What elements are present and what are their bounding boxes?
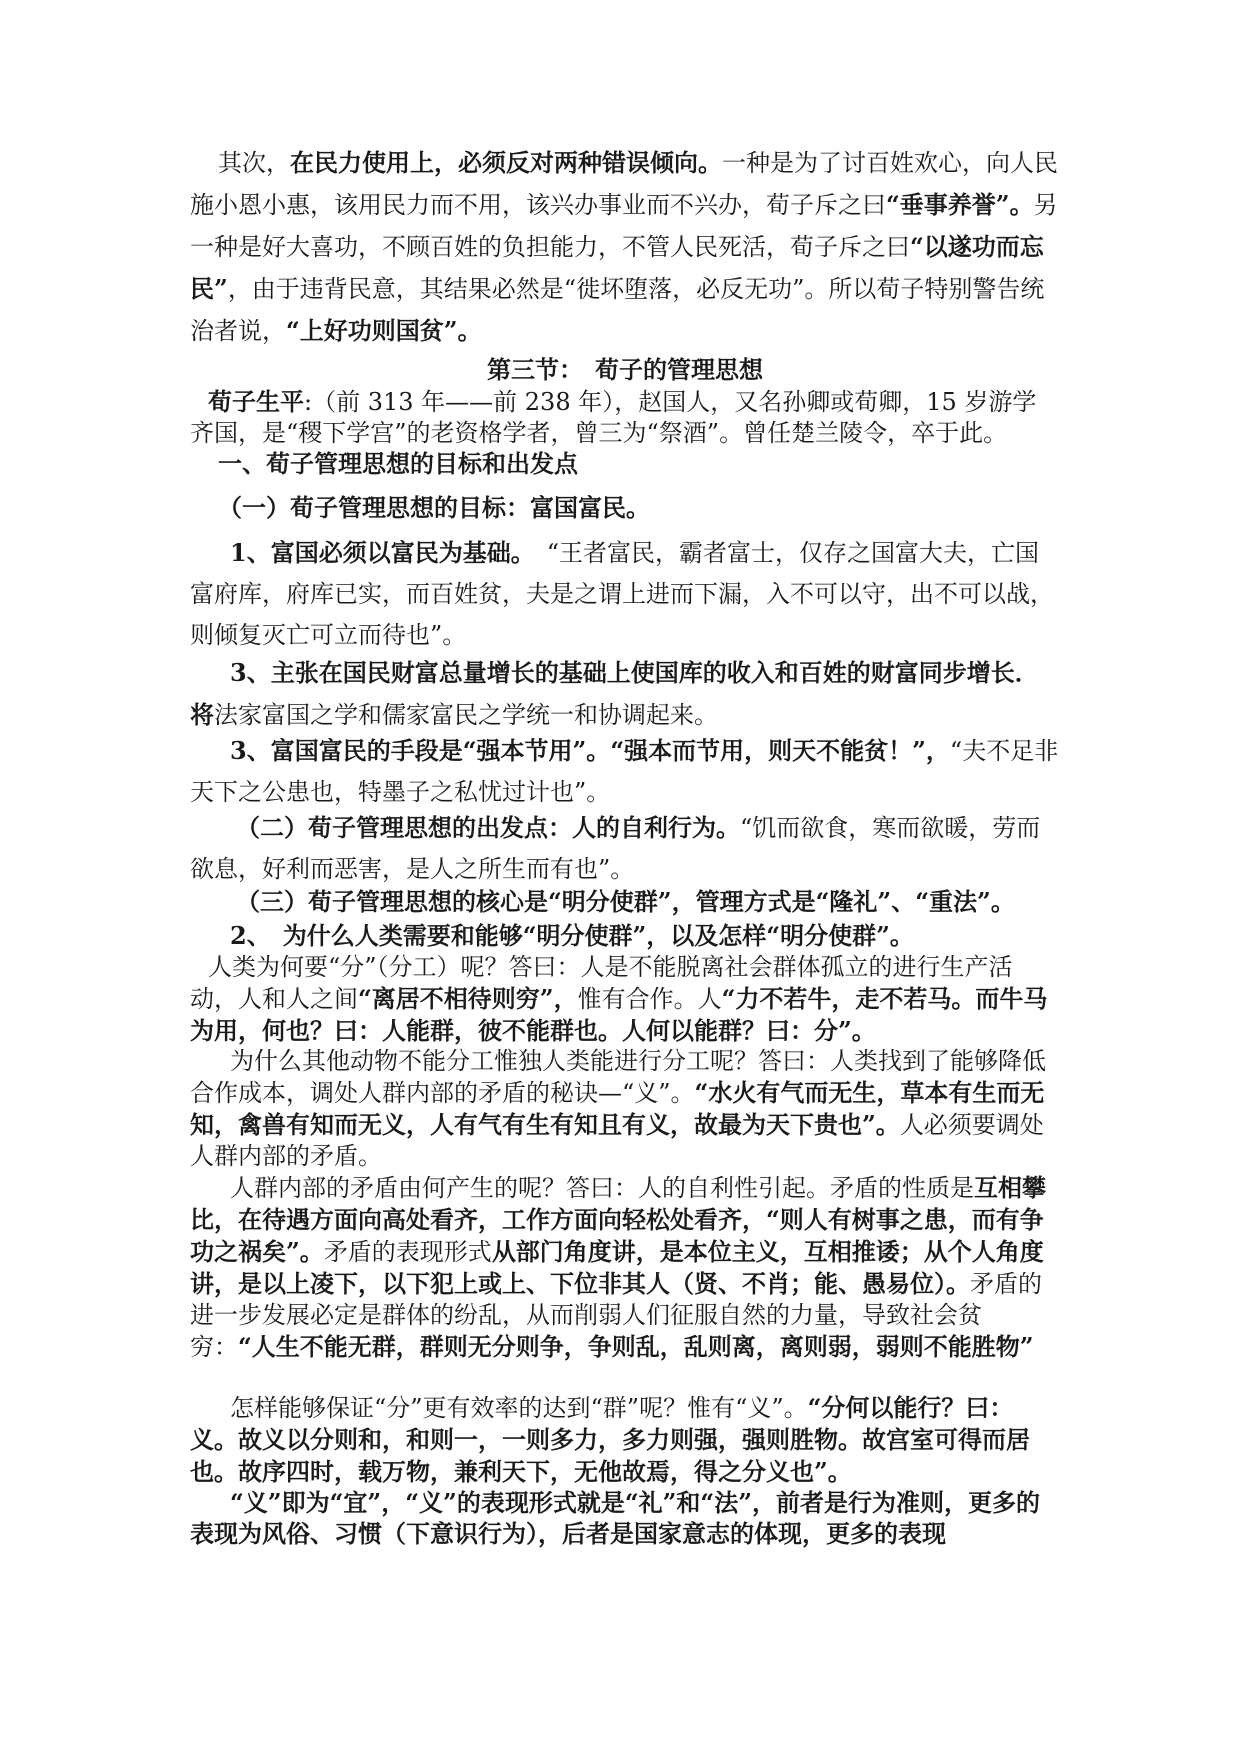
text: 人必须要调处人群内部的矛盾。	[190, 1111, 1044, 1170]
text-bold: “垂事养誉”。	[886, 190, 1034, 219]
text-bold: “强本而节用，则天不能贫！”，	[610, 736, 950, 765]
item-means	[190, 730, 1060, 813]
text: 法家富国之学和儒家富民之学统一和协调起来。	[214, 701, 718, 729]
paragraph-how-group	[190, 1392, 1060, 1488]
text-bold: （二）荀子管理思想的出发点：人的自利行为。	[236, 813, 740, 842]
text: 怎样能够保证“分”更有效率的达到“群”呢？惟有“义”。	[230, 1394, 808, 1422]
paragraph-biography	[190, 386, 1060, 449]
text: “夫不足非天下之公患也，特墨子之私忧过计也”。	[190, 737, 1059, 806]
heading-goal: （一）荀子管理思想的目标：富国富民。	[218, 493, 650, 522]
text: 为什么其他动物不能分工惟独人类能进行分工呢？答曰：人类找到了能够降低合作成本，调处人群内部的矛盾的秘诀—“义”。	[190, 1047, 1046, 1107]
text: 惟有合作。人	[577, 985, 722, 1013]
text-bold: “以遂功而忘民”	[190, 232, 1044, 303]
text-bold: “上好功则国贫”。	[286, 316, 482, 345]
text: :（前 313 年——前 238 年），赵国人，又名孙卿或荀卿，15 岁游学齐国，是“稷下学宫”的老资格学者，曾三为“祭酒”。曾任楚兰陵令，卒于此。	[190, 388, 1037, 447]
text-bold: “力不若牛，走不若马。而牛马为用，何也？曰：人能群，彼不能群也。人何以能群？曰：分”。	[190, 984, 1048, 1045]
section-title: 第三节： 荀子的管理思想	[487, 355, 763, 384]
text-bold: “水火有气而无生，草本有生而无知，禽兽有知而无义，人有气有生有知且有义，故最为天下贵也”。	[190, 1078, 1045, 1139]
text-bold: 从部门角度讲，是本位主义，互相推诿；从个人角度讲，是以上凌下，以下犯上或上、下位非其人（贤、不肖；能、愚易位）。	[190, 1237, 1044, 1298]
paragraph-why-divide	[190, 952, 1060, 1047]
text: ，由于违背民意，其结果必然是“徙坏堕落，必反无功”。所以荀子特别警告统治者说，	[190, 275, 1045, 345]
paragraph-labor-use	[190, 142, 1060, 352]
text-bold: 在民力使用上，必须反对两种错误倾向。	[290, 148, 722, 177]
text-bold: 1、富国必须以富民为基础。	[230, 538, 523, 567]
item-synchronous-growth	[190, 652, 1060, 736]
heading-why-divide: 2、 为什么人类需要和能够“明分使群”，以及怎样“明分使群”。	[230, 921, 914, 950]
text: 另一种是好大喜功，不顾百姓的负担能力，不管人民死活，荀子斥之曰	[190, 191, 1058, 261]
text: 矛盾的表现形式	[323, 1238, 492, 1266]
text: “王者富民，霸者富士，仅存之国富大夫，亡国富府库，府库已实，而百姓贫，夫是之谓上进而下漏，入不可以守，出不可以战，则倾复灭亡可立而待也”。	[190, 539, 1054, 649]
text-bold: 3、富国富民的手段是“强本节用”。	[230, 736, 611, 765]
text: “饥而欲食，寒而欲暖，劳而欲息，好利而恶害，是人之所生而有也”。	[190, 814, 1041, 883]
heading-starting-point	[190, 807, 1060, 890]
text-bold: 3、主张在国民财富总量增长的基础上使国库的收入和百姓的财富同步增长．将	[190, 658, 1039, 729]
paragraph-contradictions	[190, 1172, 1060, 1363]
paragraph-righteousness	[190, 1046, 1060, 1172]
text-bold: 互相攀比，在待遇方面向高处看齐，工作方面向轻松处看齐，“则人有树事之患，而有争功之祸矣”。	[190, 1173, 1046, 1266]
heading-level1: 一、荀子管理思想的目标和出发点	[218, 449, 578, 478]
text: 其次，	[218, 149, 290, 177]
text-bold: “人生不能无群，群则无分则争，争则乱，乱则离，离则弱，弱则不能胜物”	[238, 1332, 1034, 1361]
item-wealthy-people	[190, 532, 1060, 656]
text: 一种是为了讨百姓欢心，向人民施小恩小惠，该用民力而不用，该兴办事业而不兴办，荀子斥之曰	[190, 149, 1058, 219]
heading-core: （三）荀子管理思想的核心是“明分使群”，管理方式是“隆礼”、“重法”。	[236, 887, 1015, 916]
text-bold: “离居不相待则穷”，	[358, 984, 578, 1013]
text-bold: “分何以能行？曰：义。故义以分则和，和则一，一则多力，多力则强，强则胜物。故宫室可得而居也。故序四时，载万物，兼利天下，无他故焉，得之分义也”。	[190, 1393, 1030, 1486]
text-bold: 荀子生平	[208, 387, 304, 416]
text: 人群内部的矛盾由何产生的呢？答曰：人的自利性引起。矛盾的性质是	[230, 1174, 974, 1202]
paragraph-propriety-law: “义”即为“宜”，“义”的表现形式就是“礼”和“法”，前者是行为准则，更多的表现为风俗、习惯（下意识行为），后者是国家意志的体现，更多的表现	[190, 1488, 1041, 1548]
text: 矛盾的进一步发展必定是群体的纷乱，从而削弱人们征服自然的力量，导致社会贫穷：	[190, 1270, 1042, 1361]
text: 人类为何要“分”（分工）呢？答曰：人是不能脱离社会群体孤立的进行生产活动，人和人之间	[190, 953, 1013, 1013]
